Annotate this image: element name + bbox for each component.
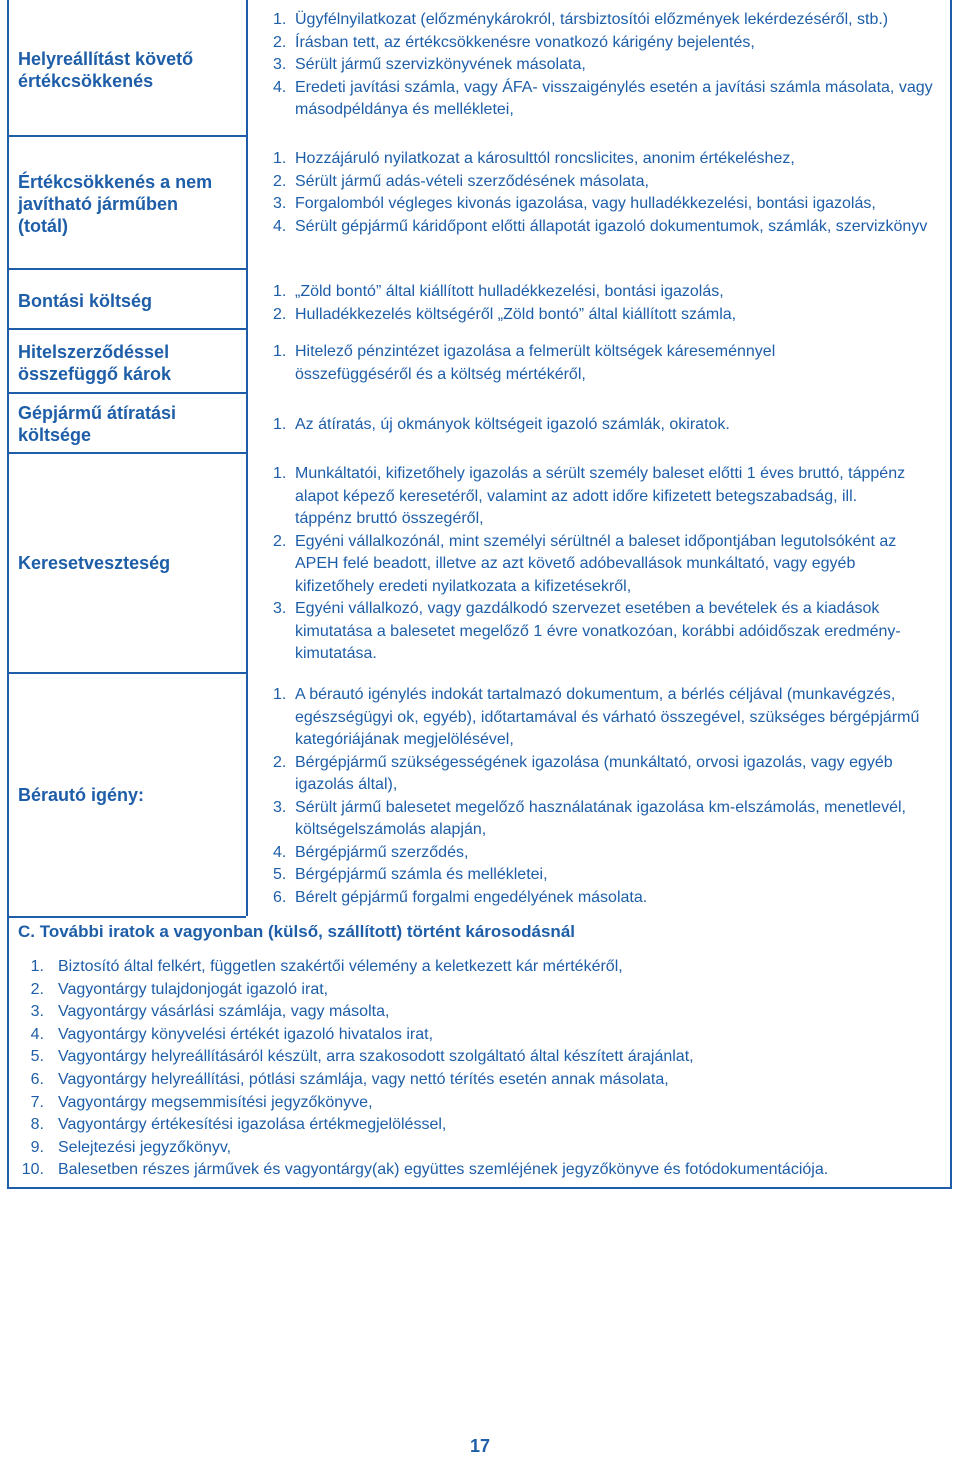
list-item bbox=[273, 171, 943, 194]
item-number: 1. bbox=[30, 958, 44, 975]
item-text: Hulladékkezelés költségéről „Zöld bontó” által kiállított számla, bbox=[295, 305, 737, 323]
item-text: Sérült jármű balesetet megelőző használatának igazolása km-elszámolás, menetlevél, költségelszámolás alapján, bbox=[295, 798, 906, 838]
list-item bbox=[273, 193, 943, 216]
item-number: 1. bbox=[273, 465, 287, 482]
item-text: Vagyontárgy vásárlási számlája, vagy másolta, bbox=[58, 1003, 390, 1021]
list-item bbox=[273, 684, 933, 752]
row-label-transfer-cost: Gépjármű átíratási költsége bbox=[18, 403, 177, 445]
item-text: Eredeti javítási számla, vagy ÁFA- visszaigénylés esetén a javítási számla másolata, vagy másodpéldánya és mellékletei, bbox=[295, 78, 933, 118]
item-number: 4. bbox=[30, 1025, 44, 1043]
item-text: Balesetben részes járművek és vagyontárgy(ak) együttes szemléjének jegyzőkönyve és fotódokumentációja. bbox=[58, 1161, 829, 1179]
list-item bbox=[273, 304, 943, 327]
list-item bbox=[18, 1046, 948, 1069]
item-text: Sérült jármű adás-vételi szerződésének másolata, bbox=[295, 172, 649, 190]
list-item bbox=[18, 1069, 948, 1092]
document-list bbox=[273, 281, 943, 326]
item-number: 4. bbox=[273, 217, 287, 235]
item-text: Vagyontárgy könyvelési értékét igazoló hivatalos irat, bbox=[58, 1025, 434, 1043]
item-text: Írásban tett, az értékcsökkenésre vonatkozó kárigény bejelentés, bbox=[295, 33, 755, 51]
item-text: Bérgépjármű számla és mellékletei, bbox=[295, 866, 548, 883]
item-number: 2. bbox=[273, 305, 287, 323]
list-item bbox=[273, 281, 943, 304]
item-text: Egyéni vállalkozó, vagy gazdálkodó szervezet esetében a bevételek és a kiadások kimutatása a balesetet megelőző 1 évre vonatkozóan, korábbi adóidőszak eredmény-kimutatása. bbox=[295, 600, 901, 662]
item-number: 6. bbox=[273, 888, 287, 906]
item-text: Az átíratás, új okmányok költségeit igazoló számlák, okiratok. bbox=[295, 416, 730, 433]
item-text: Vagyontárgy helyreállítási, pótlási számlája, vagy nettó térítés esetén annak másolata, bbox=[58, 1070, 669, 1088]
list-item bbox=[18, 979, 948, 1002]
item-text: Vagyontárgy megsemmisítési jegyzőkönyve, bbox=[58, 1093, 373, 1111]
item-number: 1. bbox=[273, 416, 287, 433]
item-text: Ügyfélnyilatkozat (előzménykárokról, társbiztosítói előzmények lekérdezéséről, stb.) bbox=[295, 11, 889, 28]
section-c-list bbox=[18, 956, 948, 1182]
item-text: Bérelt gépjármű forgalmi engedélyének másolata. bbox=[295, 888, 648, 906]
row-label-dismantling-cost: Bontási költség bbox=[18, 291, 153, 311]
list-item bbox=[273, 463, 913, 531]
item-number: 3. bbox=[273, 798, 287, 816]
item-text: Hozzájáruló nyilatkozat a károsulttól roncslicites, anonim értékeléshez, bbox=[295, 150, 795, 167]
list-item bbox=[273, 842, 933, 865]
document-list bbox=[273, 148, 943, 238]
item-text: Egyéni vállalkozónál, mint személyi sérültnél a baleset időpontjában legutolsóként az APEH felé beadott, illetve az azt követő adóbevallások munkáltató, vagy egyéb kifizetőhely eredeti nyilatkozata a kifizetésekről, bbox=[295, 532, 897, 595]
item-text: „Zöld bontó” által kiállított hulladékkezelési, bontási igazolás, bbox=[295, 283, 724, 300]
document-list bbox=[273, 341, 873, 386]
item-number: 2. bbox=[273, 33, 287, 51]
row-label-total-loss: Értékcsökkenés a nem javítható járműben (totál) bbox=[18, 172, 213, 236]
item-text: Selejtezési jegyzőkönyv, bbox=[58, 1138, 232, 1156]
row-label-rental-car: Bérautó igény: bbox=[18, 785, 145, 805]
page-number: 17 bbox=[469, 1436, 491, 1456]
list-item bbox=[273, 598, 913, 666]
item-number: 2. bbox=[30, 980, 44, 998]
list-item bbox=[273, 148, 943, 171]
list-item bbox=[18, 1159, 948, 1182]
item-number: 4. bbox=[273, 78, 287, 96]
row-label-value-loss-after-repair: Helyreállítást követő értékcsökkenés bbox=[18, 49, 194, 91]
item-text: A bérautó igénylés indokát tartalmazó dokumentum, a bérlés céljával (munkavégzés, egészségügyi ok, egyéb), időtartamával és várható összegével, szükséges bérgépjármű kategóriájának megjelölésével, bbox=[295, 686, 920, 748]
item-number: 1. bbox=[273, 343, 287, 360]
item-number: 1. bbox=[273, 11, 287, 28]
document-list bbox=[273, 414, 943, 437]
item-number: 4. bbox=[273, 843, 287, 861]
item-number: 1. bbox=[273, 686, 287, 703]
item-text: Bérgépjármű szerződés, bbox=[295, 843, 469, 861]
column-divider bbox=[246, 0, 248, 916]
row-separator bbox=[8, 328, 246, 330]
item-number: 3. bbox=[30, 1003, 44, 1021]
item-text: Forgalomból végleges kivonás igazolása, vagy hulladékkezelési, bontási igazolás, bbox=[295, 195, 876, 212]
list-item bbox=[18, 1137, 948, 1160]
item-number: 3. bbox=[273, 195, 287, 212]
item-text: Hitelező pénzintézet igazolása a felmerült költségek káreseménnyel összefüggéséről és a költség mértékéről, bbox=[295, 343, 776, 383]
list-item bbox=[18, 1001, 948, 1024]
list-item bbox=[273, 864, 933, 887]
list-item bbox=[18, 956, 948, 979]
item-number: 2. bbox=[273, 172, 287, 190]
list-item bbox=[273, 32, 943, 55]
item-text: Vagyontárgy értékesítési igazolása értékmegjelöléssel, bbox=[58, 1116, 447, 1134]
row-label-income-loss: Keresetveszteség bbox=[18, 553, 171, 573]
item-text: Vagyontárgy helyreállításáról készült, arra szakosodott szolgáltató által készített árajánlat, bbox=[58, 1048, 694, 1066]
row-separator bbox=[8, 135, 246, 137]
row-separator bbox=[8, 268, 246, 270]
row-separator bbox=[8, 452, 246, 454]
list-item bbox=[18, 1114, 948, 1137]
item-number: 3. bbox=[273, 56, 287, 73]
item-number: 8. bbox=[30, 1116, 44, 1134]
row-separator bbox=[8, 672, 246, 674]
document-list bbox=[273, 684, 933, 909]
item-text: Munkáltatói, kifizetőhely igazolás a sérült személy baleset előtti 1 éves bruttó, táppénz alapot képező keresetéről, valamint az adott időre kifizetett betegszabadság, ill. táppénz bruttó összegéről, bbox=[295, 465, 906, 527]
item-number: 9. bbox=[30, 1138, 44, 1156]
item-text: Sérült jármű szervizkönyvének másolata, bbox=[295, 56, 586, 73]
item-number: 10. bbox=[21, 1161, 44, 1179]
list-item bbox=[273, 414, 943, 437]
item-text: Sérült gépjármű káridőpont előtti állapotát igazoló dokumentumok, számlák, szervizkönyv bbox=[295, 217, 928, 235]
item-number: 6. bbox=[30, 1070, 44, 1088]
item-text: Vagyontárgy tulajdonjogát igazoló irat, bbox=[58, 980, 329, 998]
list-item bbox=[273, 341, 873, 386]
row-label-credit-damage: Hitelszerződéssel összefüggő károk bbox=[18, 342, 172, 384]
list-item bbox=[273, 887, 933, 910]
list-item bbox=[273, 54, 943, 77]
row-separator bbox=[8, 392, 246, 394]
list-item bbox=[273, 9, 943, 32]
list-item bbox=[273, 216, 943, 239]
document-list bbox=[273, 463, 913, 666]
list-item bbox=[273, 77, 943, 122]
item-number: 3. bbox=[273, 600, 287, 617]
section-c-title: C. További iratok a vagyonban (külső, szállított) történt károsodásnál bbox=[18, 922, 575, 941]
item-number: 2. bbox=[273, 753, 287, 771]
list-item bbox=[273, 797, 933, 842]
item-text: Bérgépjármű szükségességének igazolása (munkáltató, orvosi igazolás, vagy egyéb igazolás által), bbox=[295, 753, 893, 793]
item-text: Biztosító által felkért, független szakértői vélemény a keletkezett kár mértékéről, bbox=[58, 958, 623, 975]
list-item bbox=[18, 1092, 948, 1115]
list-item bbox=[273, 531, 913, 599]
item-number: 2. bbox=[273, 532, 287, 550]
item-number: 1. bbox=[273, 283, 287, 300]
list-item bbox=[273, 752, 933, 797]
item-number: 5. bbox=[30, 1048, 44, 1066]
list-item bbox=[18, 1024, 948, 1047]
item-number: 7. bbox=[30, 1093, 44, 1111]
item-number: 5. bbox=[273, 866, 287, 883]
item-number: 1. bbox=[273, 150, 287, 167]
row-separator bbox=[8, 916, 246, 918]
document-list bbox=[273, 9, 943, 122]
